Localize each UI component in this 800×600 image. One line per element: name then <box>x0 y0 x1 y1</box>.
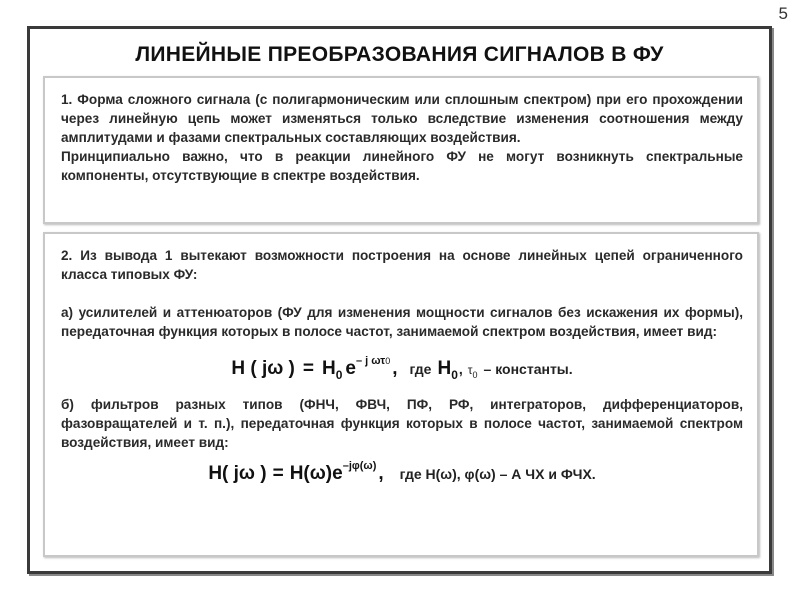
section-1-paragraph-1: 1. Форма сложного сигнала (с полигармоническим или сплошным спектром) при его прохождении через линейную цепь может изменяться только вследствие изменения соотношения между амплитудами и фазами спектральных составляющих воздействия. <box>61 92 743 145</box>
section-2-item-b: б) фильтров разных типов (ФНЧ, ФВЧ, ПФ, РФ, интеграторов, дифференциаторов, фазовращателей и т. п.), передаточная функция которых в полосе частот, занимаемой спектром воздействия, имеет вид: <box>61 397 743 450</box>
formula-a-comma: , <box>392 358 398 380</box>
formula-b-exponent: –jφ(ω) <box>342 460 377 472</box>
formula-b-lhs: H( jω ) <box>208 463 267 485</box>
formula-b-h: H(ω) <box>289 463 333 485</box>
formula-a-h: H <box>322 358 336 380</box>
formula-a-lhs: H ( jω ) <box>231 358 295 380</box>
formula-b-equals: = <box>272 463 284 485</box>
section-1-box <box>43 76 759 224</box>
formula-a-where-h: H <box>437 358 452 380</box>
slide-title: ЛИНЕЙНЫЕ ПРЕОБРАЗОВАНИЯ СИГНАЛОВ В ФУ <box>135 43 664 66</box>
formula-filter <box>61 460 743 500</box>
formula-amplifier <box>61 355 743 395</box>
formula-b-where-text: где H(ω), φ(ω) – А ЧХ и ФЧХ. <box>399 466 596 483</box>
formula-a-where-text: – константы. <box>483 361 573 378</box>
section-2-box <box>43 232 759 557</box>
formula-a-where-h-subscript: 0 <box>451 368 458 383</box>
formula-a-exponent-subscript: 0 <box>385 356 391 366</box>
slide-frame <box>27 26 772 574</box>
section-2-item-a: а) усилителей и аттенюаторов (ФУ для изменения мощности сигналов без искажения их формы), передаточная функция которых в полосе частот, занимаемой спектром воздействия, имеет вид: <box>61 305 743 339</box>
formula-a-where-tau: τ <box>467 363 473 378</box>
formula-a-equals: = <box>302 358 314 380</box>
formula-b-comma: , <box>378 463 384 485</box>
formula-a-exponent: – j ωτ <box>356 355 386 367</box>
formula-a-exp-base: e <box>345 358 356 380</box>
section-2-intro: 2. Из вывода 1 вытекают возможности построения на основе линейных цепей ограниченного класса типовых ФУ: <box>61 248 743 282</box>
formula-a-h-subscript: 0 <box>335 368 343 383</box>
page-number: 5 <box>778 4 788 23</box>
formula-a-where-tau-subscript: 0 <box>472 370 478 381</box>
formula-b-exp-base: e <box>332 463 343 485</box>
formula-a-where-separator: , <box>458 361 463 378</box>
formula-a-where-label: где <box>409 361 432 378</box>
section-1-paragraph-2: Принципиально важно, что в реакции линейного ФУ не могут возникнуть спектральные компоненты, отсутствующие в спектре воздействия. <box>61 149 743 183</box>
